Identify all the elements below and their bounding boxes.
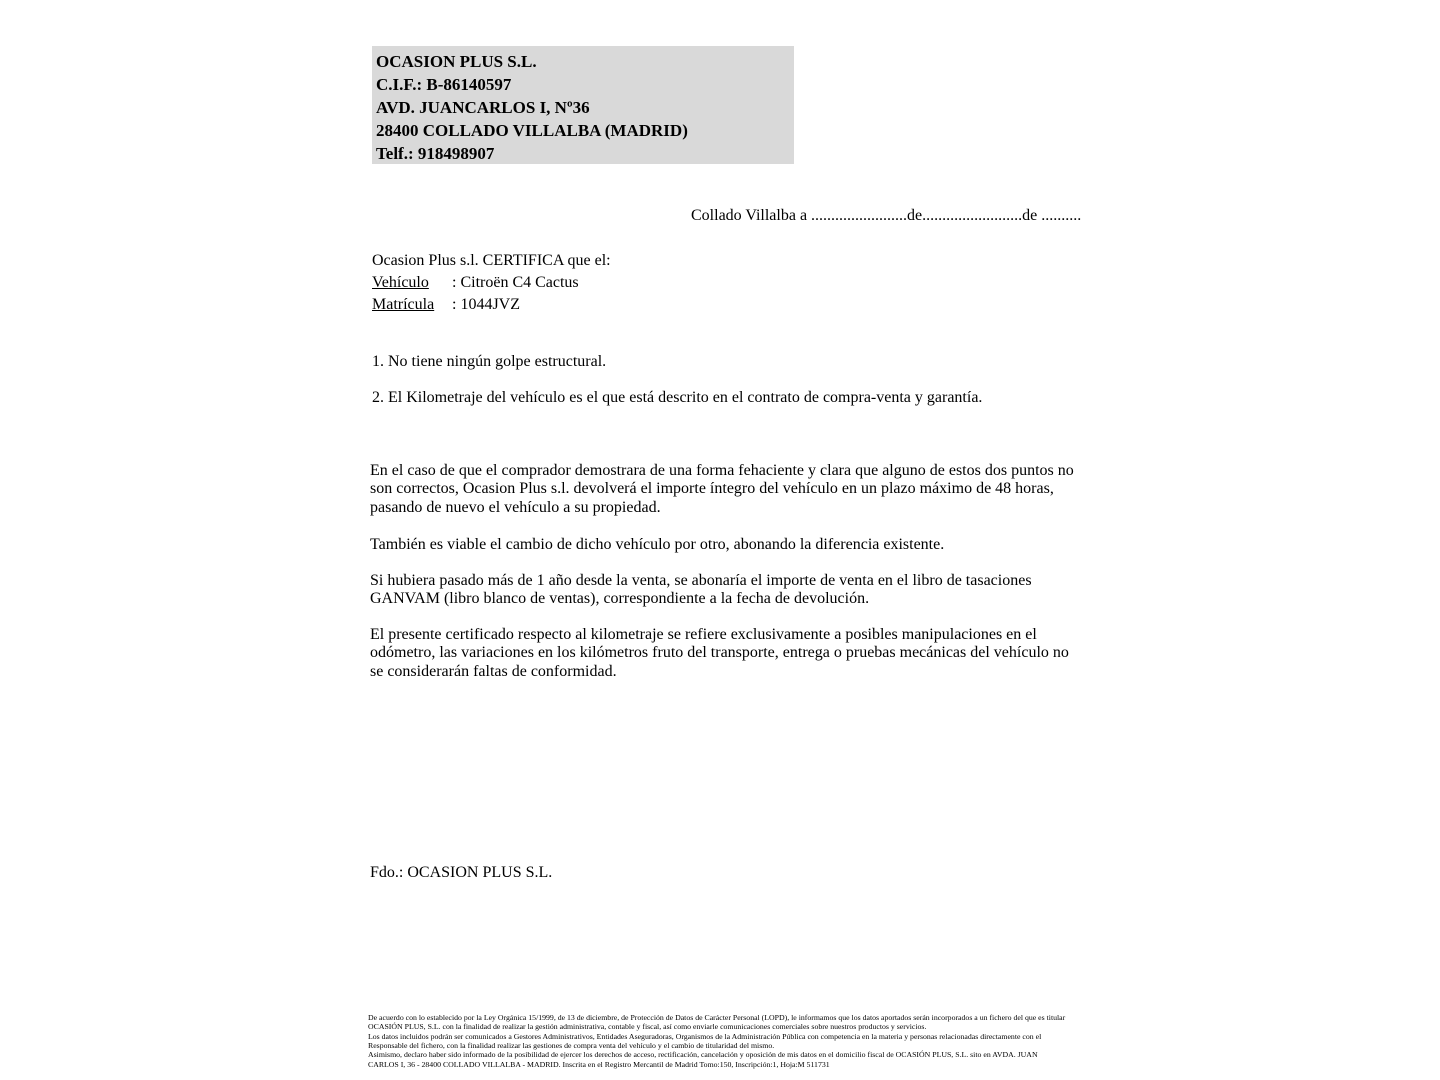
legal-line: De acuerdo con lo establecido por la Ley Orgánica 15/1999, de 13 de diciembre, de Protección de Datos de Carácter Personal (LOPD), le informamos que los datos aportados serán incorporados a un fichero del que es titular [368, 1013, 1066, 1022]
legal-line: Los datos incluidos podrán ser comunicados a Gestores Administrativos, Entidades Aseguradoras, Organismos de la Administración Pública con competencia en la materia y personas relacionadas directamente con el [368, 1031, 1042, 1041]
company-name: OCASION PLUS S.L. [376, 52, 537, 71]
paragraph-exchange: También es viable el cambio de dicho vehículo por otro, abonando la diferencia existente. [370, 536, 945, 553]
plate-label: Matrícula [372, 296, 435, 313]
paragraph-ganvam: Si hubiera pasado más de 1 año desde la venta, se abonaría el importe de venta en el libro de tasaciones GANVAM (libro blanco de ventas), correspondiente a la fecha de devolución. [370, 572, 1032, 608]
plate-value: : 1044JVZ [452, 296, 520, 313]
legal-line: OCASIÓN PLUS, S.L. con la finalidad de realizar la gestión administrativa, contable y fiscal, así como enviarle comunicaciones comerciales sobre nuestros productos y servicios. [368, 1022, 927, 1032]
legal-line: Asimismo, declaro haber sido informado de la posibilidad de ejercer los derechos de acceso, rectificación, cancelación y oposición de mis datos en el domicilio fiscal de OCASIÓN PLUS, S.L. sito en AVDA. JUAN [368, 1050, 1038, 1060]
vehicle-label-box [372, 272, 452, 294]
certify-section [372, 250, 611, 316]
plate-field-row [372, 294, 611, 316]
company-phone: Telf.: 918498907 [376, 144, 495, 163]
point-1: 1. No tiene ningún golpe estructural. [372, 353, 607, 370]
date-line: Collado Villalba a ........................de.........................de .......... [691, 207, 1082, 224]
company-city: 28400 COLLADO VILLALBA (MADRID) [376, 121, 688, 140]
plate-label-box [372, 294, 452, 316]
point-2: 2. El Kilometraje del vehículo es el que está descrito en el contrato de compra-venta y garantía. [372, 389, 983, 406]
paragraph-refund: En el caso de que el comprador demostrara de una forma fehaciente y clara que alguno de estos dos puntos no son correctos, Ocasion Plus s.l. devolverá el importe íntegro del vehículo en un plazo máximo de 48 horas, pasando de nuevo el vehículo a su propiedad. [370, 462, 1074, 516]
company-header-box [372, 46, 794, 164]
legal-line: CARLOS I, 36 - 28400 COLLADO VILLALBA - MADRID. Inscrita en el Registro Mercantil de Madrid Tomo:150, Inscripción:1, Hoja:M 511731 [368, 1059, 830, 1069]
signature-line: Fdo.: OCASION PLUS S.L. [370, 864, 553, 881]
vehicle-field-row [372, 272, 611, 294]
vehicle-label: Vehículo [372, 274, 429, 291]
company-address: AVD. JUANCARLOS I, Nº36 [376, 98, 590, 117]
paragraph-odometer: El presente certificado respecto al kilometraje se refiere exclusivamente a posibles manipulaciones en el odómetro, las variaciones en los kilómetros fruto del transporte, entrega o pruebas mecánicas del vehículo no se considerarán faltas de conformidad. [370, 626, 1069, 680]
certify-intro: Ocasion Plus s.l. CERTIFICA que el: [372, 252, 611, 269]
vehicle-value: : Citroën C4 Cactus [452, 274, 579, 291]
company-cif: C.I.F.: B-86140597 [376, 75, 512, 94]
legal-fine-print [368, 1013, 1084, 1069]
legal-line: Responsable del fichero, con la finalidad realizar las gestiones de compra venta del vehículo y el cambio de titularidad del mismo. [368, 1041, 775, 1051]
